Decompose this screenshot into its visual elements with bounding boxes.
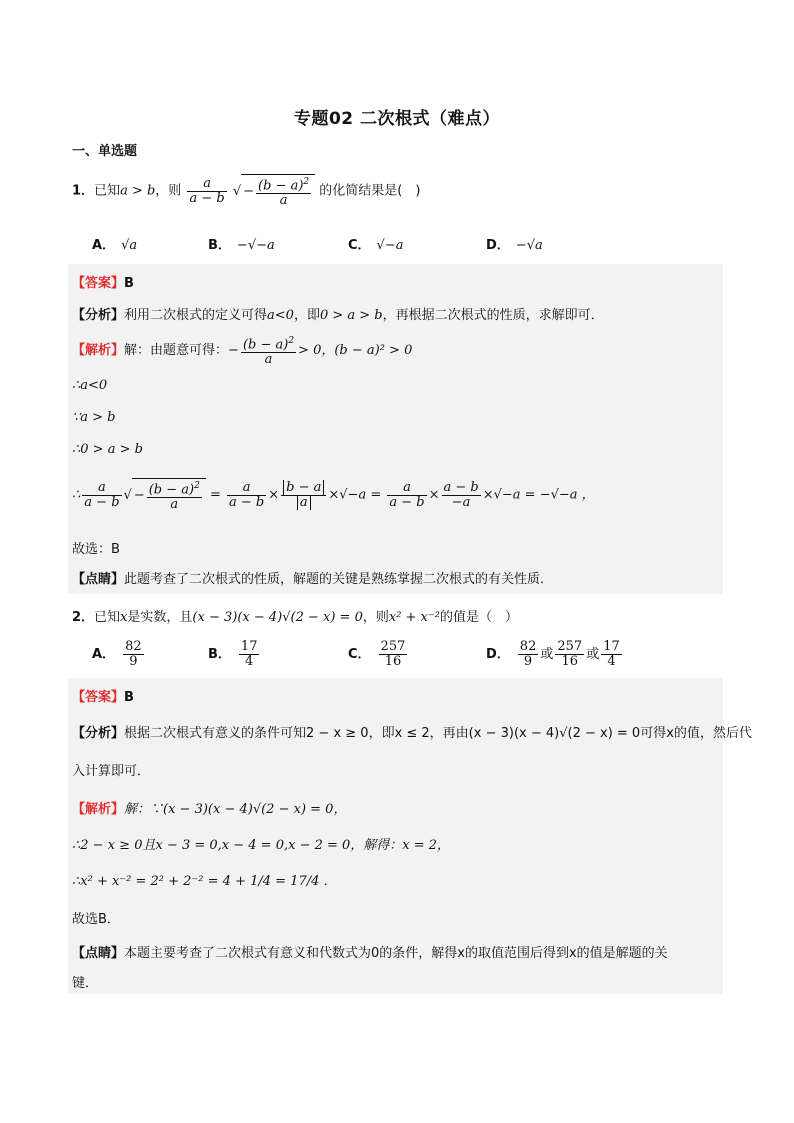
page-title: 专题02 二次根式（难点） [293,109,501,129]
q1-analysis: 【分析】利用二次根式的定义可得a<0，即0 > a > b，再根据二次根式的性质，求解即可． [72,308,604,323]
q2-comment: 【点睛】本题主要考查了二次根式有意义和代数式为0的条件，解得x的取值范围后得到x的值是解题的关 [72,946,668,961]
q2-solution: 【解析】解：∵(x − 3)(x − 4)√(2 − x) = 0， [72,802,347,817]
q2-solution-step-1: ∴2 − x ≥ 0且x − 3 = 0,x − 4 = 0,x − 2 = 0，解得：x = 2， [72,838,451,853]
question-number: 2． [72,610,95,625]
option-d[interactable]: D． $\frac{82}{9}$ 或 $\frac{257}{16}$ 或 $\frac{17}{4}$ [486,639,620,669]
option-d[interactable]: D． −√a [486,238,543,253]
q1-final-derivation: ∴ $\frac{a}{a - b}$ √ − $\frac{(b - a)^2}{a}$ = $\frac{a}{a - b}$ × $\frac{b - a}{a}$ ×√−a = $\frac{a}{a - b}$ × $\frac{a - b}{-a}$ ×√−a = −√−a ， [72,479,595,513]
q2-solution-step-2: ∴x² + x⁻² = 2² + 2⁻² = 4 + 1/4 = 17/4 ． [72,874,337,889]
q2-answer: 【答案】B [72,690,134,705]
q2-analysis: 【分析】根据二次根式有意义的条件可知2 − x ≥ 0，即x ≤ 2，再由(x − 3)(x − 4)√(2 − x) = 0可得x的值，然后代 [72,726,752,741]
option-c[interactable]: C． √−a [348,238,404,253]
question-number: 1． [72,183,95,199]
option-b[interactable]: B． $\frac{17}{4}$ [208,639,258,669]
q1-solution: 【解析】解：由题意可得：− $\frac{(b - a)^2}{a}$ > 0，(b − a)² > 0 [72,336,413,368]
option-a[interactable]: A． √a [92,238,138,253]
q1-step-2: ∵a > b [72,410,116,425]
q2-comment-cont: 键． [72,976,99,991]
question-2-stem: 2．已知x是实数，且(x − 3)(x − 4)√(2 − x) = 0，则x² + x⁻²的值是（ ） [72,610,518,625]
option-c[interactable]: C． $\frac{257}{16}$ [348,639,406,669]
option-b[interactable]: B． −√−a [208,238,275,253]
section-heading: 一、单选题 [72,144,138,159]
q1-comment: 【点睛】此题考查了二次根式的性质，解题的关键是熟练掌握二次根式的有关性质． [72,572,554,587]
question-1-stem: 1．已知a > b，则 $\frac{a}{a - b}$ √ − $\frac{(b - a)^2}{a}$ 的化简结果是( ) [72,175,421,209]
q1-step-3: ∴0 > a > b [72,442,143,457]
sqrt-expression: √ − $\frac{(b - a)^2}{a}$ [233,174,315,208]
q2-analysis-cont: 入计算即可． [72,764,151,779]
q2-choose: 故选B． [72,912,120,927]
q1-step-1: ∴a<0 [72,378,108,393]
q1-choose: 故选：B [72,542,120,557]
fraction-a-over-a-minus-b: $\frac{a}{a - b}$ [189,175,225,206]
option-a[interactable]: A． $\frac{82}{9}$ [92,639,142,669]
q1-answer: 【答案】B [72,276,134,291]
